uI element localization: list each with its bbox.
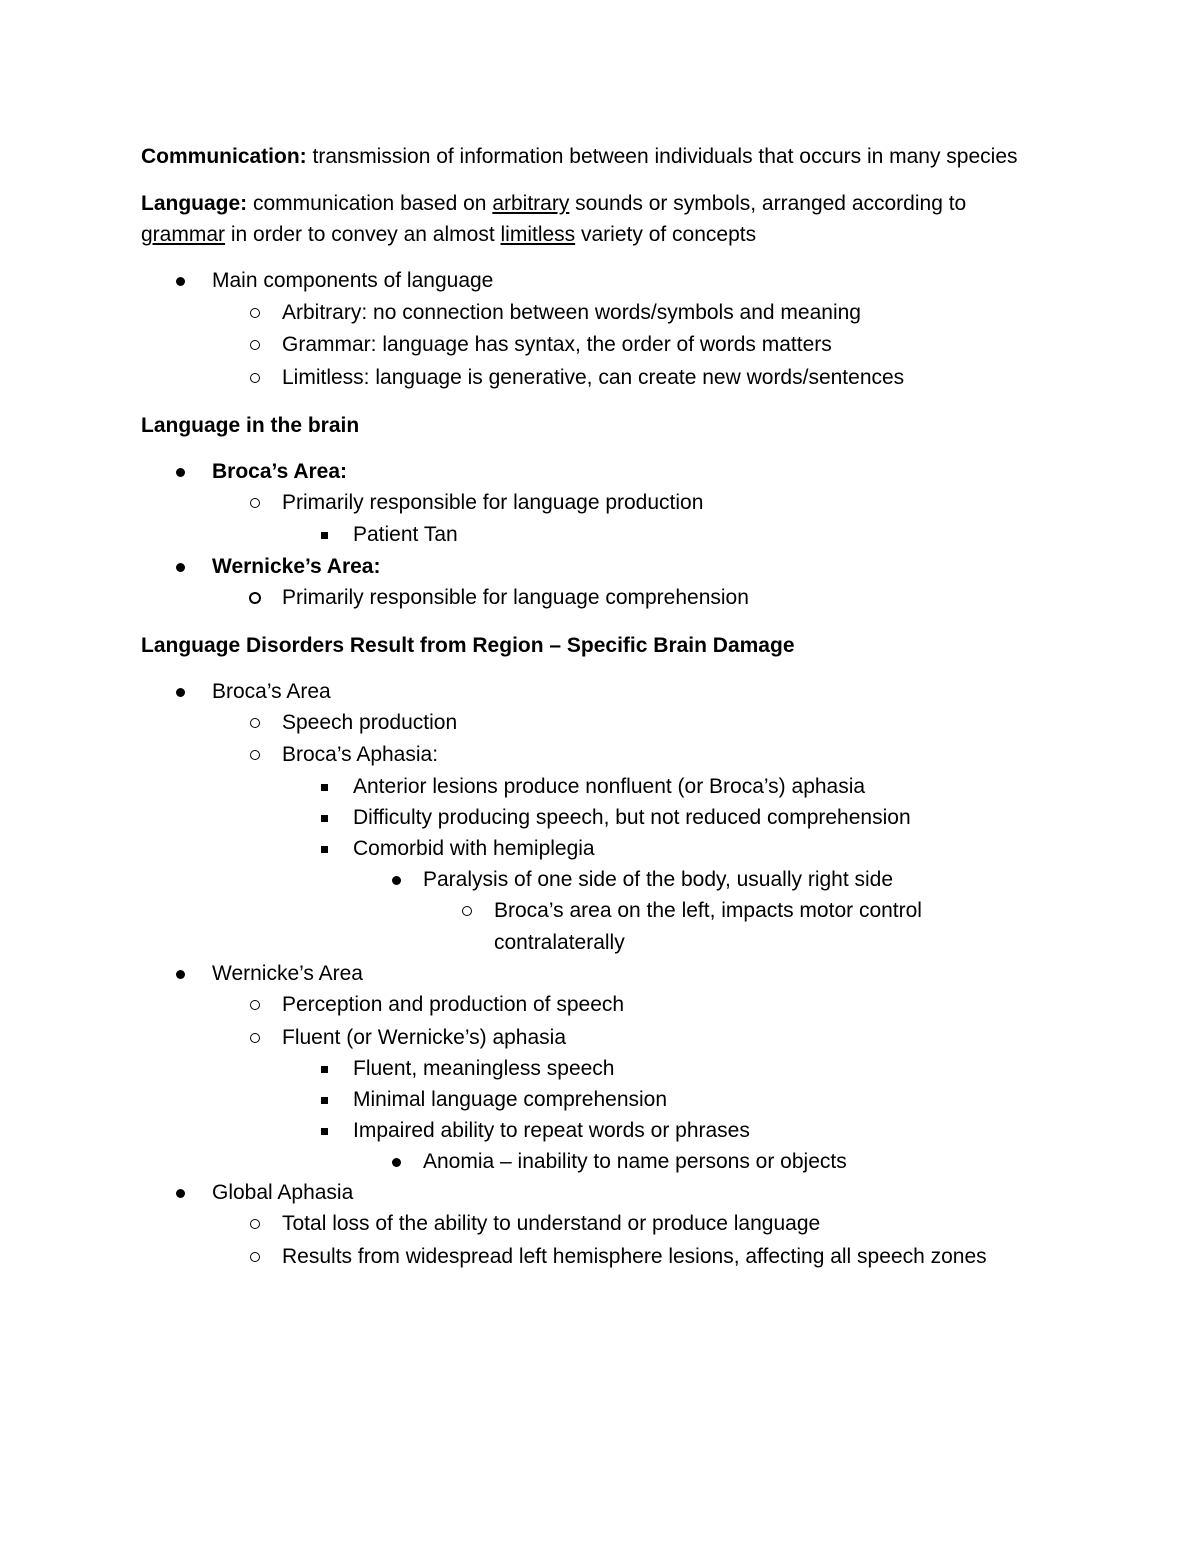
section-heading: Language in the brain: [141, 414, 360, 437]
communication-term: Communication:: [141, 145, 307, 168]
bullet-icon: [384, 1146, 408, 1177]
circle-bullet-icon: [455, 895, 479, 926]
underlined-limitless: limitless: [500, 223, 576, 246]
square-bullet-icon: [312, 1115, 336, 1146]
circle-bullet-icon: [243, 989, 267, 1020]
bullet-icon: [168, 456, 192, 487]
circle-bullet-icon: [243, 1241, 267, 1272]
bullet-icon: [168, 676, 192, 707]
square-bullet-icon: [312, 1053, 336, 1084]
circle-bullet-icon: [243, 329, 267, 360]
square-bullet-icon: [312, 519, 336, 550]
communication-definition: [141, 141, 1061, 172]
circle-bullet-icon: [243, 582, 267, 613]
underlined-grammar: grammar: [141, 223, 226, 246]
communication-text: transmission of information between individuals that occurs in many species: [306, 145, 1018, 168]
language-definition: Language: communication based on arbitrary sounds or symbols, arranged according to grammar in order to convey an almost limitless variety of concepts: [141, 192, 967, 246]
bullet-icon: [168, 265, 192, 296]
language-term: Language:: [141, 192, 248, 215]
square-bullet-icon: [312, 771, 336, 802]
section-heading: Language Disorders Result from Region – Specific Brain Damage: [141, 634, 795, 657]
bullet-icon: [168, 958, 192, 989]
document-page: Communication: transmission of information between individuals that occurs in many species Language: communication based on arbitrary sounds or symbols, arranged according to grammar in order to convey an almost limitless variety of concepts Main components of language Arbitrary: no connection between words/symbols and meaning Grammar: language has syntax, the order of words matters Limitless: language is generative, can create new words/sentences Language in the brain Broca’s Area: Primarily responsible for language production Patient Tan Wernicke’s Area: Primarily responsible for language comprehension Language Disorders Result from Region – Specific Brain Damage Broca’s Area Speech production Broca’s Aphasia: Anterior lesions produce nonfluent (or Broca’s) aphasia Difficulty producing speech, but not reduced comprehension Comorbid with hemiplegia Paralysis of one side of the body, usually right side Broca’s area on the left, impacts motor control contralaterally Wernicke’s Area Perception and production of speech Fluent (or Wernicke’s) aphasia Fluent, meaningless speech Minimal language comprehension Impaired ability to repeat words or phrases Anomia – inability to name persons or objects Global Aphasia Total loss of the ability to understand or produce language Results from widespread left hemisphere lesions, affecting all speech zones: [0, 0, 1200, 1553]
circle-bullet-icon: [243, 739, 267, 770]
bullet-icon: [384, 864, 408, 895]
square-bullet-icon: [312, 833, 336, 864]
square-bullet-icon: [312, 1084, 336, 1115]
bullet-icon: [168, 551, 192, 582]
bullet-icon: [168, 1177, 192, 1208]
underlined-arbitrary: arbitrary: [492, 192, 570, 215]
circle-bullet-icon: [243, 487, 267, 518]
square-bullet-icon: [312, 802, 336, 833]
circle-bullet-icon: [243, 1208, 267, 1239]
circle-bullet-icon: [243, 707, 267, 738]
circle-bullet-icon: [243, 297, 267, 328]
circle-bullet-icon: [243, 1022, 267, 1053]
circle-bullet-icon: [243, 362, 267, 393]
